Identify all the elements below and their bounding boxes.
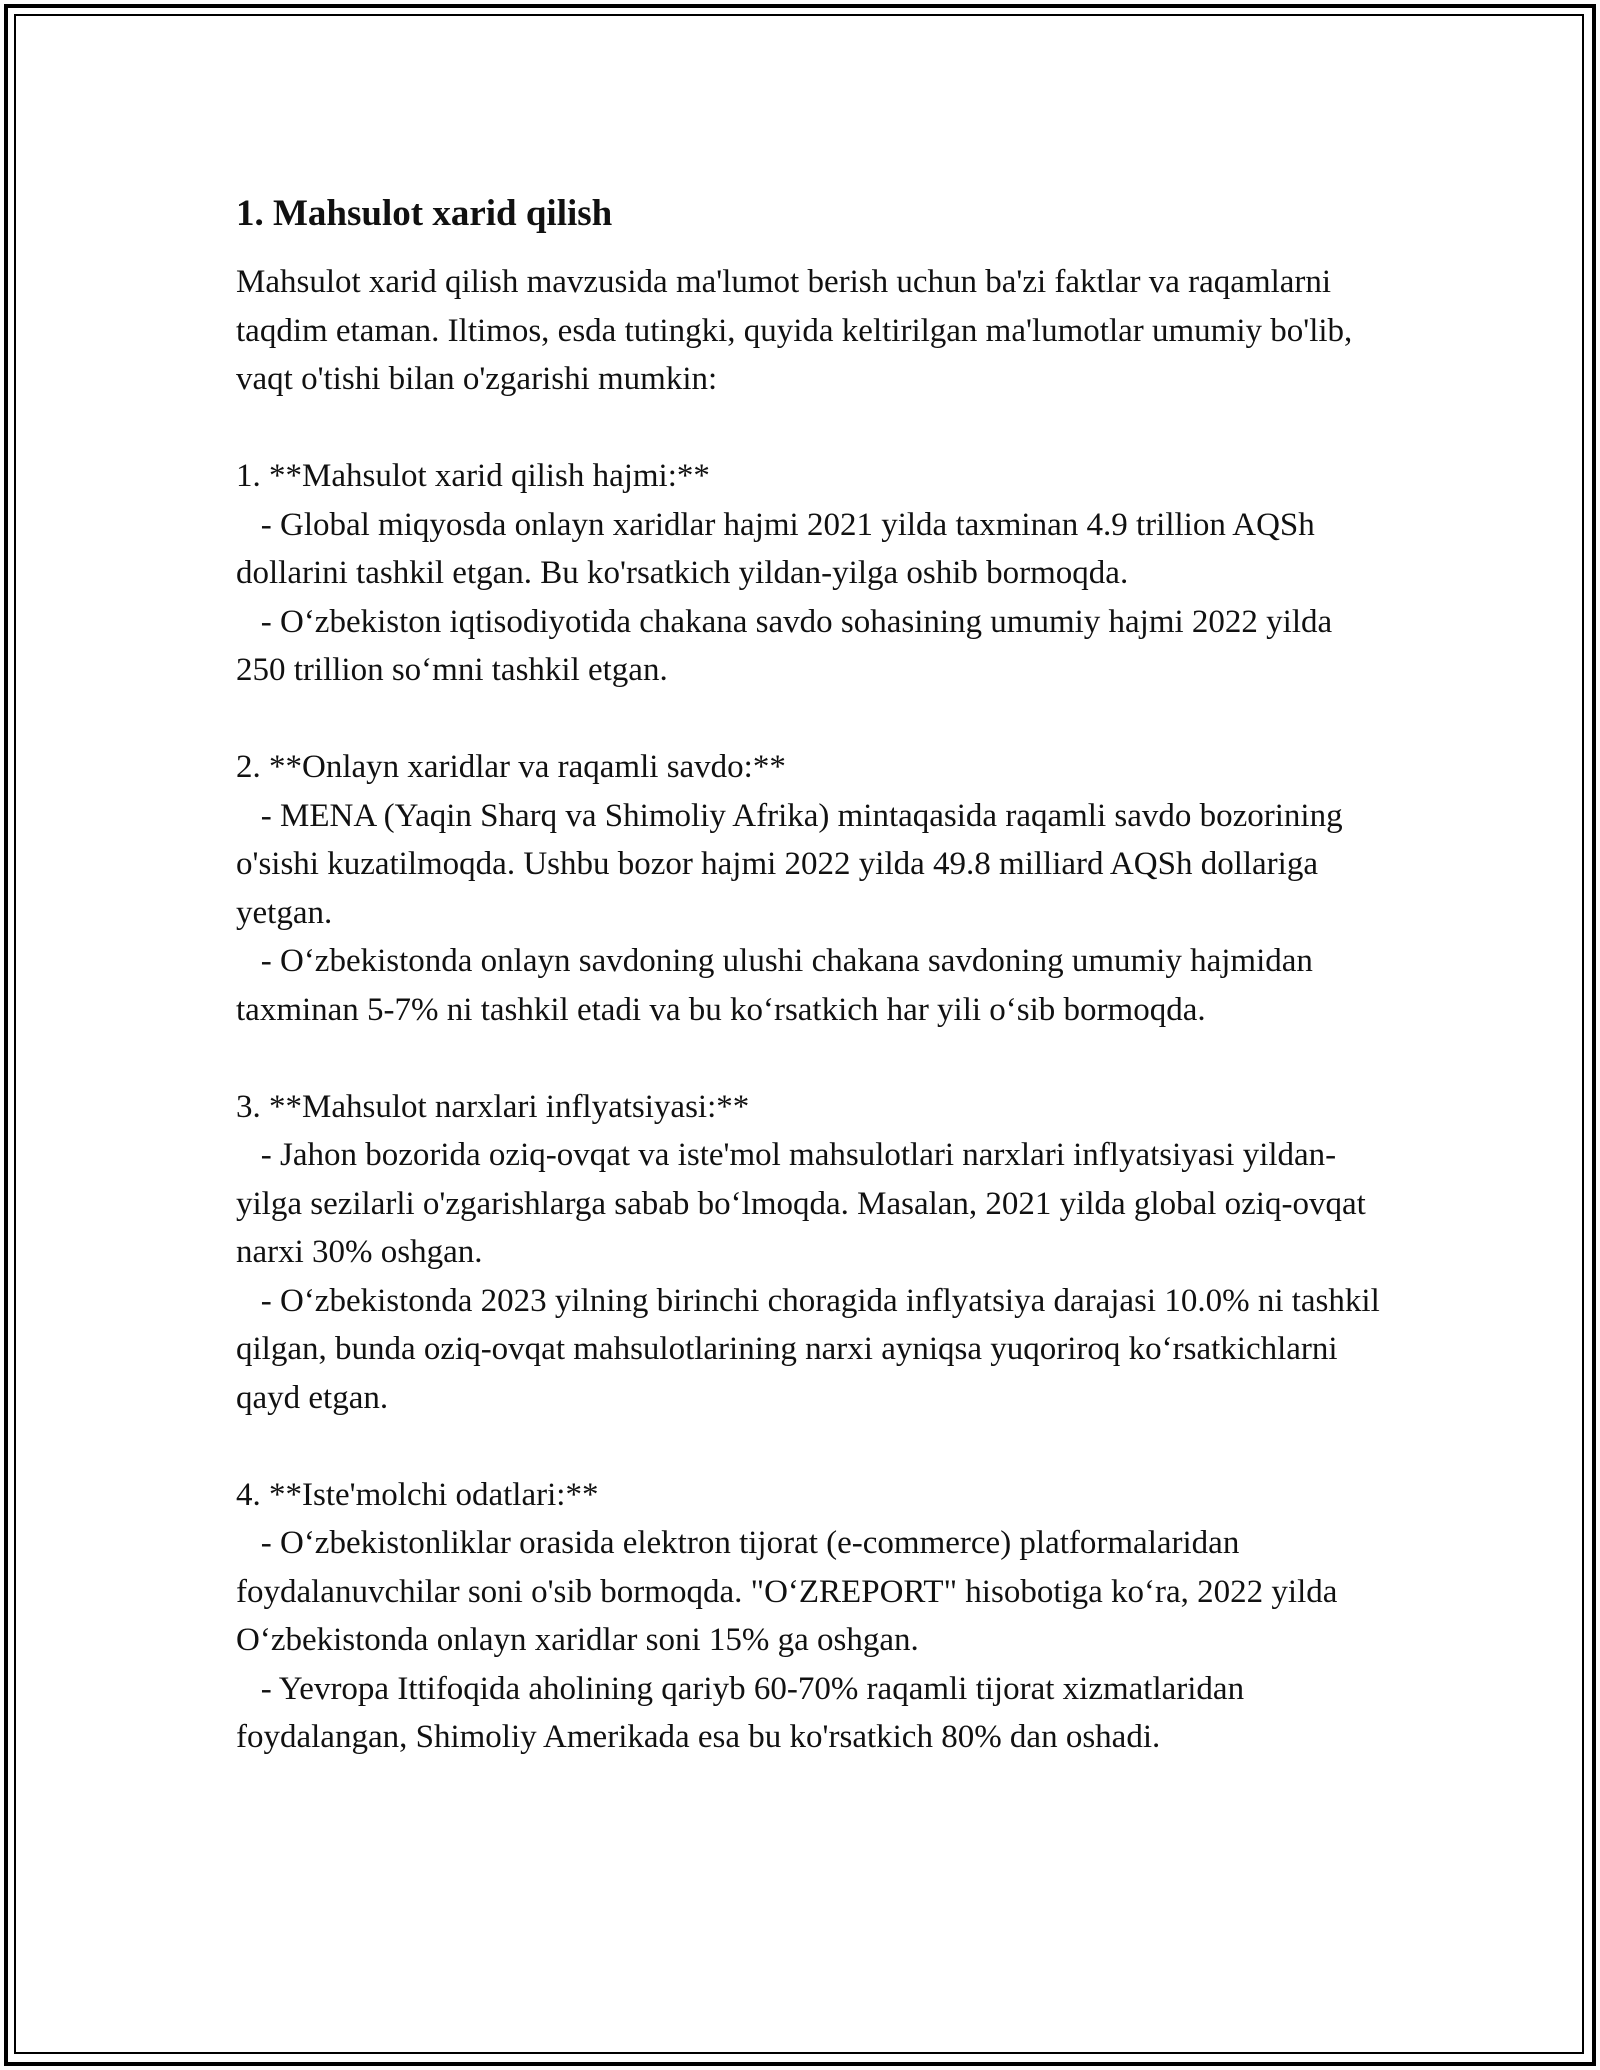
section-heading: 2. **Onlayn xaridlar va raqamli savdo:** <box>236 749 786 785</box>
document-body <box>236 188 1386 1762</box>
section-2 <box>236 743 1386 1034</box>
bullet-item: - O‘zbekistonliklar orasida elektron tijorat (e-commerce) platformalaridan foydalanuvchilar soni o'sib bormoqda. "O‘ZREPORT" hisobotiga ko‘ra, 2022 yilda O‘zbekistonda onlayn xaridlar soni 15% ga oshgan. <box>236 1525 1346 1658</box>
section-3 <box>236 1083 1386 1423</box>
bullet-item: - O‘zbekiston iqtisodiyotida chakana savdo sohasining umumiy hajmi 2022 yilda 250 trillion so‘mni tashkil etgan. <box>236 603 1341 688</box>
bullet-item: - MENA (Yaqin Sharq va Shimoliy Afrika) mintaqasida raqamli savdo bozorining o'sishi kuzatilmoqda. Ushbu bozor hajmi 2022 yilda 49.8 milliard AQSh dollariga yetgan. <box>236 797 1351 931</box>
section-heading: 1. **Mahsulot xarid qilish hajmi:** <box>236 458 710 494</box>
section-heading: 4. **Iste'molchi odatlari:** <box>236 1476 599 1513</box>
bullet-item: - Jahon bozorida oziq-ovqat va iste'mol mahsulotlari narxlari inflyatsiyasi yildan-yilga sezilarli o'zgarishlarga sabab bo‘lmoqda. Masalan, 2021 yilda global oziq-ovqat narxi 30% oshgan. <box>236 1137 1375 1270</box>
bullet-item: - Global miqyosda onlayn xaridlar hajmi 2021 yilda taxminan 4.9 trillion AQSh dollarini tashkil etgan. Bu ko'rsatkich yildan-yilga oshib bormoqda. <box>236 506 1324 591</box>
bullet-item: - Yevropa Ittifoqida aholining qariyb 60-70% raqamli tijorat xizmatlaridan foydalangan, Shimoliy Amerikada esa bu ko'rsatkich 80% dan oshadi. <box>236 1670 1253 1755</box>
section-heading: 3. **Mahsulot narxlari inflyatsiyasi:** <box>236 1088 750 1125</box>
document-title: 1. Mahsulot xarid qilish <box>236 193 613 234</box>
bullet-item: - O‘zbekistonda onlayn savdoning ulushi chakana savdoning umumiy hajmidan taxminan 5-7% ni tashkil etadi va bu ko‘rsatkich har yili o‘sib bormoqda. <box>236 943 1322 1028</box>
bullet-item: - O‘zbekistonda 2023 yilning birinchi choragida inflyatsiya darajasi 10.0% ni tashkil qilgan, bunda oziq-ovqat mahsulotlarining narxi ayniqsa yuqoriroq ko‘rsatkichlarni qayd etgan. <box>236 1282 1388 1416</box>
section-4 <box>236 1471 1386 1762</box>
intro-paragraph: Mahsulot xarid qilish mavzusida ma'lumot berish uchun ba'zi faktlar va raqamlarni taqdim etaman. Iltimos, esda tutingki, quyida keltirilgan ma'lumotlar umumiy bo'lib, vaqt o'tishi bilan o'zgarishi mumkin: <box>236 264 1361 397</box>
section-1 <box>236 452 1386 695</box>
